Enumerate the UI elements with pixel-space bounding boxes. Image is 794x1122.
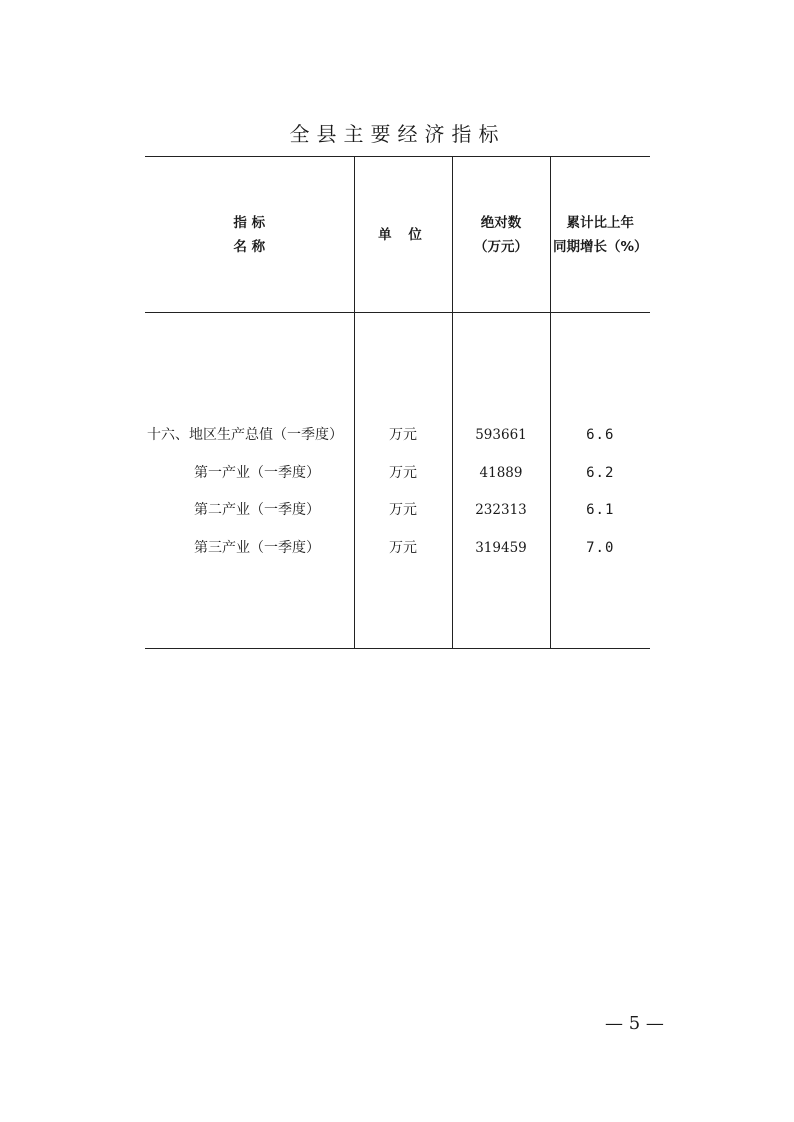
column-growth	[550, 313, 650, 649]
table-body	[145, 313, 650, 649]
header-growth-line2: 同期增长（%）	[552, 238, 648, 255]
column-name	[145, 313, 354, 649]
row-name-tertiary: 第三产业（一季度）	[194, 539, 320, 556]
page-number	[605, 1013, 664, 1034]
row-growth-tertiary: 7.0	[586, 539, 615, 556]
header-indicator-name	[145, 157, 354, 313]
row-growth-secondary: 6.1	[586, 502, 615, 518]
row-unit-primary: 万元	[389, 464, 417, 481]
header-absolute	[452, 157, 550, 313]
header-abs-line2: （万元）	[474, 238, 528, 255]
header-name-line2: 名 称	[233, 238, 266, 255]
row-name-gdp: 十六、地区生产总值（一季度）	[147, 427, 343, 443]
page-number-value: 5	[628, 1013, 641, 1034]
row-unit-gdp: 万元	[389, 427, 417, 443]
header-growth	[550, 157, 650, 313]
page-dash-right: —	[645, 1013, 664, 1034]
document-title: 全县主要经济指标	[289, 122, 506, 146]
row-value-primary: 41889	[479, 464, 523, 481]
column-absolute	[452, 313, 550, 649]
header-unit	[354, 157, 452, 313]
row-unit-secondary: 万元	[389, 502, 417, 518]
header-name-line1: 指 标	[233, 214, 266, 231]
header-unit-label: 单 位	[378, 226, 428, 243]
header-abs-line1: 绝对数	[480, 214, 522, 231]
page-dash-left: —	[605, 1013, 623, 1034]
row-name-secondary: 第二产业（一季度）	[194, 502, 320, 518]
row-value-tertiary: 319459	[475, 539, 527, 556]
row-value-gdp: 593661	[475, 427, 527, 443]
row-name-primary: 第一产业（一季度）	[194, 464, 320, 481]
column-unit	[354, 313, 452, 649]
economic-indicators-table	[145, 156, 650, 649]
row-growth-gdp: 6.6	[586, 427, 615, 443]
table-header-row	[145, 157, 650, 313]
row-unit-tertiary: 万元	[389, 539, 417, 556]
row-growth-primary: 6.2	[586, 464, 615, 481]
row-value-secondary: 232313	[475, 502, 527, 518]
header-growth-line1: 累计比上年	[566, 214, 634, 231]
